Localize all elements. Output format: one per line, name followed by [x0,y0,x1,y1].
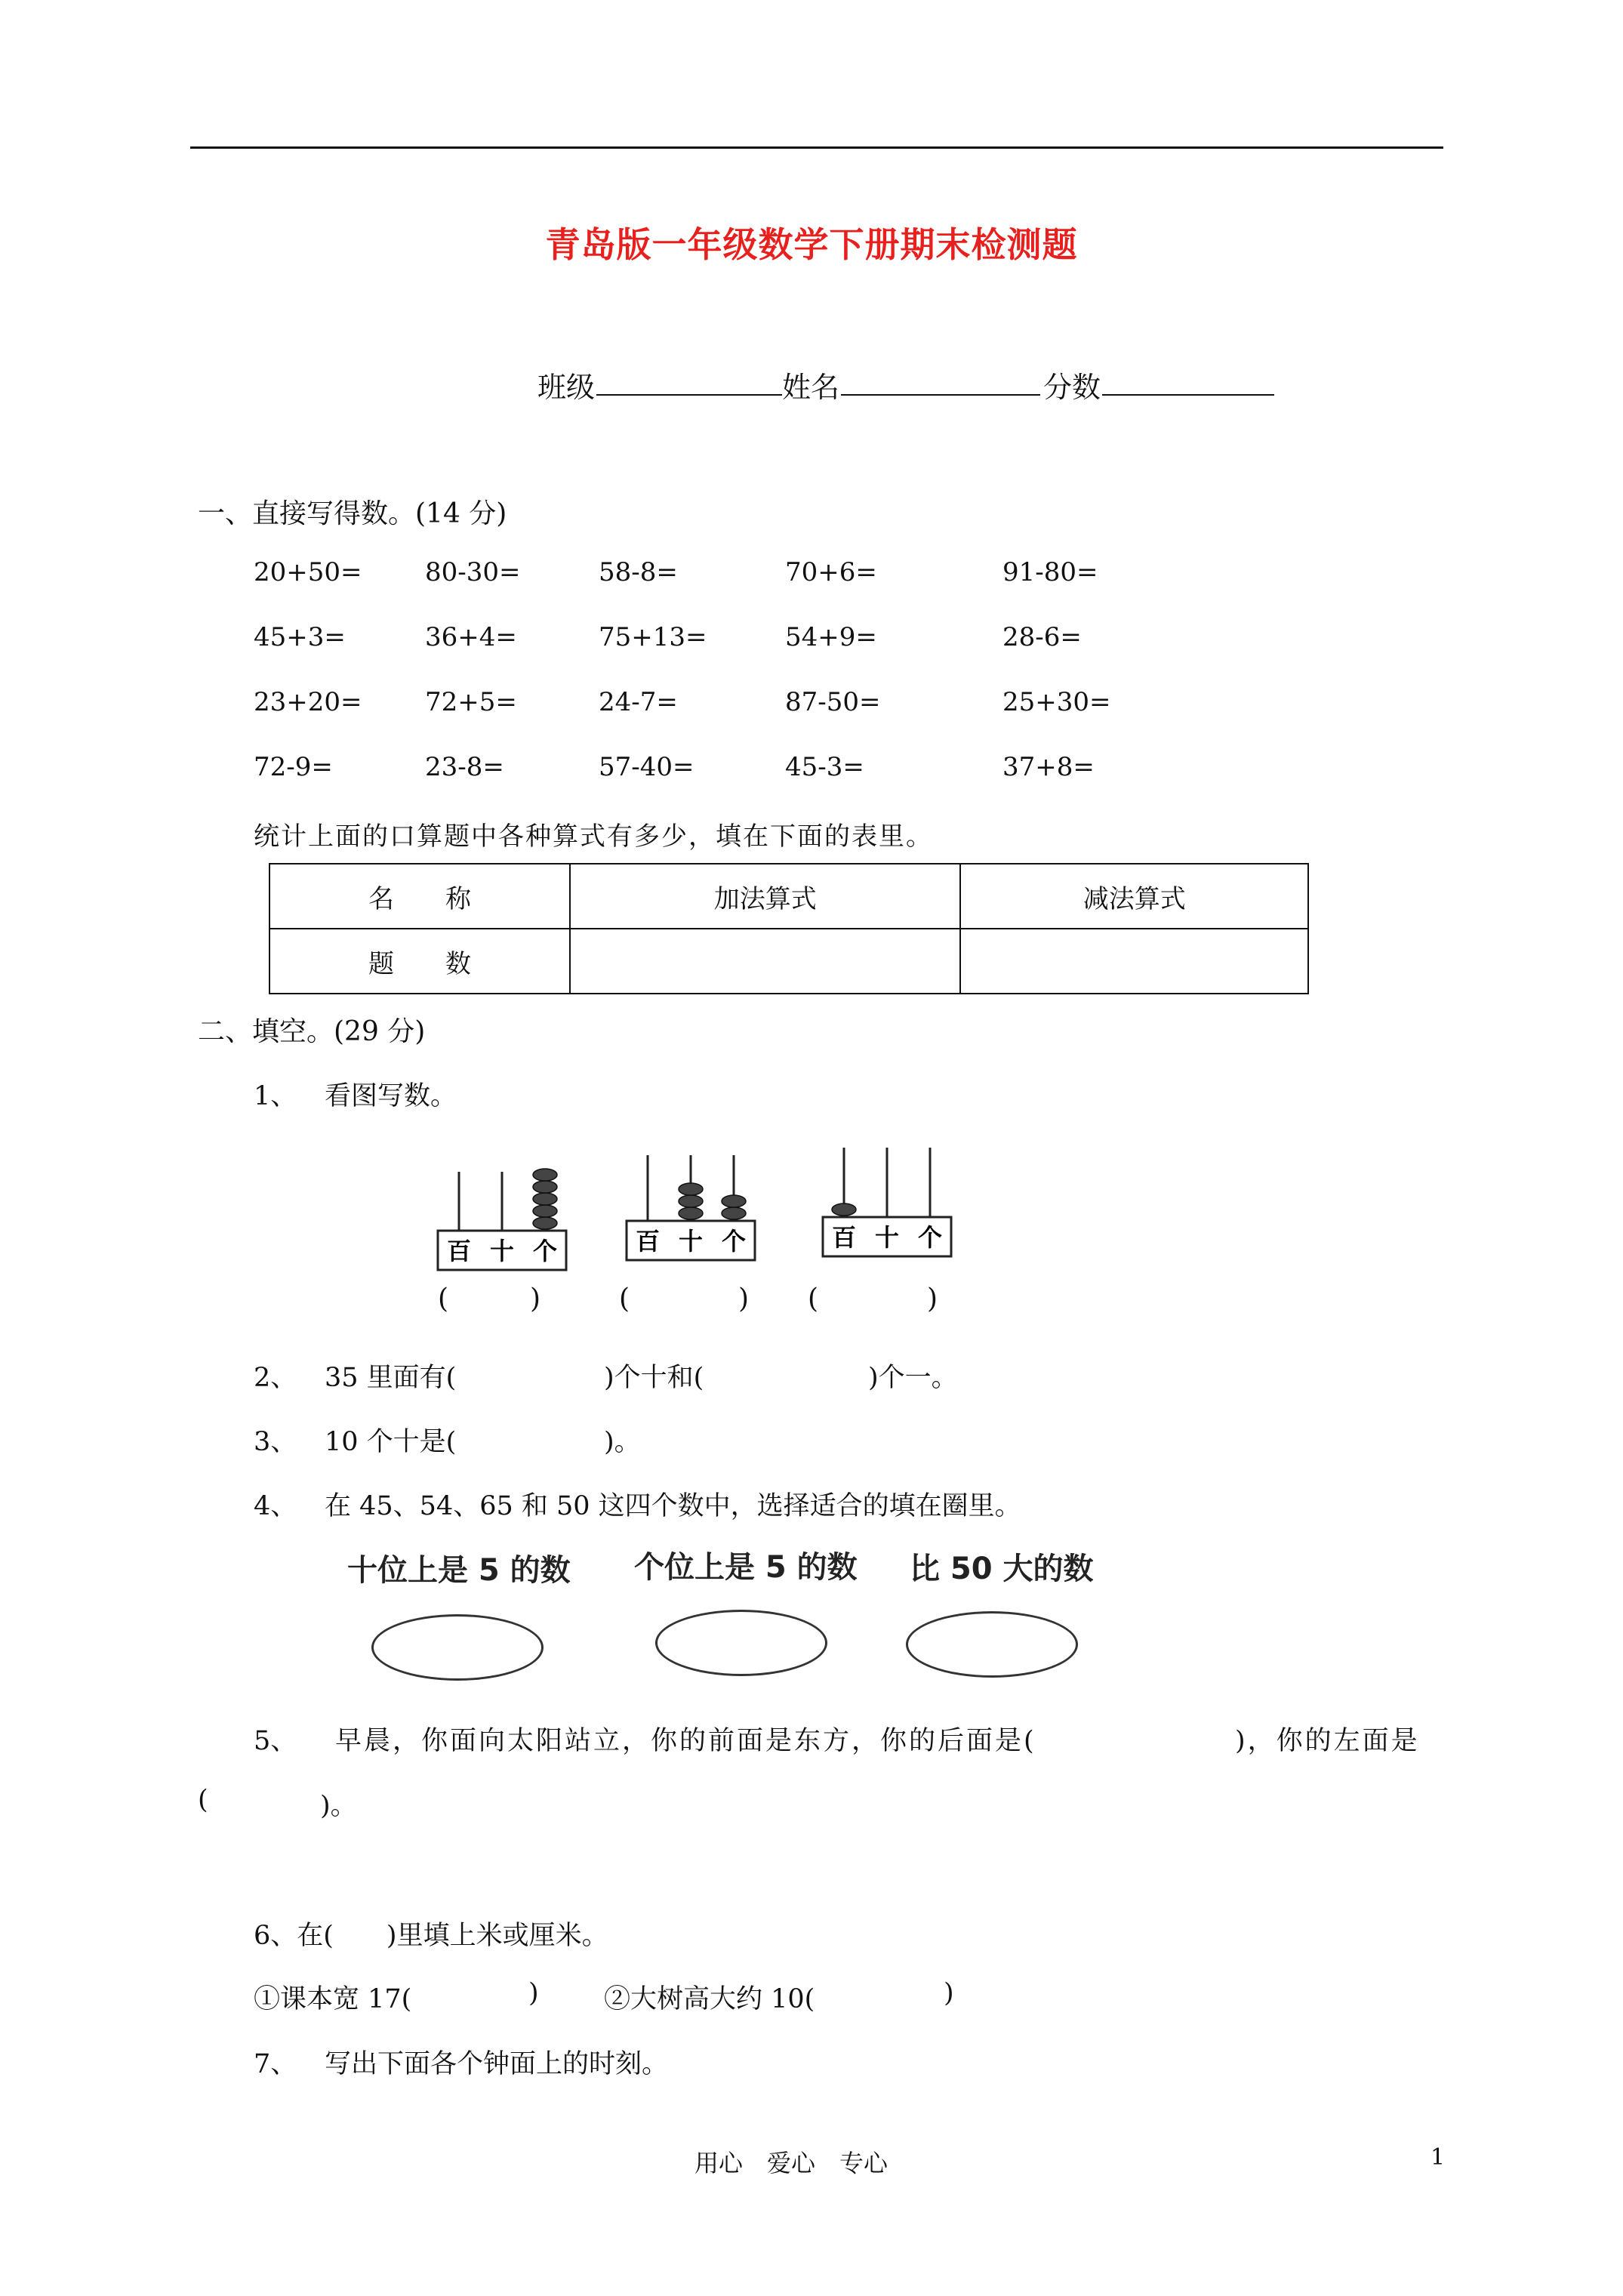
question-text: )，你的左面是 [1235,1726,1420,1756]
question-text: 早晨，你面向太阳站立，你的前面是东方，你的后面是( [335,1726,1036,1756]
abacus-bead [832,1203,856,1216]
question-number: 5、 [254,1726,297,1756]
question-text: ) [944,1978,954,2008]
question-text: ( [198,1785,208,1815]
abacus-place-label: 百 [831,1223,857,1252]
abacus-bead [679,1195,703,1207]
question-text: ①课本宽 17( [254,1984,412,2014]
oval-label: 比 50 大的数 [910,1552,1094,1586]
abacus-place-label: 个 [917,1223,943,1252]
question-text: )。 [320,1791,357,1821]
table-row [269,864,1308,929]
answer-paren[interactable]: ( ) [619,1284,750,1314]
equation: 25+30= [1002,687,1111,717]
oval-label: 十位上是 5 的数 [347,1553,571,1588]
count-table [269,863,1309,994]
answer-oval[interactable] [906,1611,1078,1678]
class-blank[interactable] [596,394,782,396]
question-number: 2、 [254,1363,297,1393]
stat-instruction: 统计上面的口算题中各种算式有多少，填在下面的表里。 [254,821,933,852]
question-text: )个一。 [868,1363,958,1393]
abacus-place-label: 十 [678,1227,704,1256]
equation: 91-80= [1002,557,1098,587]
equation: 72-9= [254,752,333,782]
abacus-bead [679,1207,703,1219]
question-number: 3、 [254,1427,297,1457]
question-text: )。 [604,1427,641,1457]
abacus-bead [722,1207,746,1219]
table-header-cell: 加法算式 [570,864,960,929]
page-number: 1 [1431,2144,1446,2171]
answer-paren[interactable]: ( ) [438,1284,541,1314]
equation: 37+8= [1002,752,1095,782]
equation: 45-3= [785,752,864,782]
table-row [269,929,1308,994]
table-header-cell: 名 称 [269,864,570,929]
oval-label: 个位上是 5 的数 [634,1550,858,1585]
question-number: 1、 [254,1081,297,1111]
question-text: 35 里面有( [325,1363,457,1393]
addition-count-cell[interactable] [570,929,960,994]
equation: 75+13= [599,622,707,652]
abacus-bead [533,1181,557,1193]
equation: 45+3= [254,622,346,652]
section1-heading: 一、直接写得数。(14 分) [198,498,507,529]
name-label: 姓名 [782,371,840,404]
answer-oval[interactable] [371,1614,544,1681]
equation: 54+9= [785,622,877,652]
answer-paren[interactable]: ( ) [808,1284,938,1314]
abacus-place-label: 十 [874,1223,900,1252]
abacus-place-label: 百 [446,1237,472,1265]
question-text: )个十和( [604,1363,704,1393]
header-rule [190,146,1443,149]
abacus-bead [533,1169,557,1181]
question-text: 在 45、54、65 和 50 这四个数中，选择适合的填在圈里。 [325,1491,1021,1521]
table-row-label: 题 数 [269,929,570,994]
abacus-bead [533,1205,557,1217]
equation: 20+50= [254,557,362,587]
abacus-bead [533,1217,557,1229]
question-text: ②大树高大约 10( [604,1984,815,2014]
question-text: ) [528,1978,539,2008]
abacus-figure [627,1155,755,1260]
equation: 57-40= [599,752,694,782]
abacus-bead [722,1195,746,1207]
equation: 23-8= [425,752,504,782]
equation: 87-50= [785,687,881,717]
question-text: 10 个十是( [325,1427,457,1457]
answer-oval[interactable] [655,1610,827,1676]
equation: 58-8= [599,557,678,587]
equation: 36+4= [425,622,517,652]
abacus-place-label: 十 [489,1237,515,1265]
abacus-bead [533,1193,557,1205]
class-label: 班级 [537,371,596,404]
footer-text: 用心 爱心 专心 [694,2149,888,2177]
equation: 24-7= [599,687,678,717]
equation: 23+20= [254,687,362,717]
page-title: 青岛版一年级数学下册期末检测题 [545,224,1078,265]
table-header-cell: 减法算式 [960,864,1308,929]
equation: 80-30= [425,557,521,587]
abacus-bead [679,1183,703,1195]
section2-heading: 二、填空。(29 分) [198,1016,426,1047]
name-blank[interactable] [841,394,1040,396]
question-text: 写出下面各个钟面上的时刻。 [325,2049,669,2079]
score-label: 分数 [1043,371,1101,404]
equation: 72+5= [425,687,517,717]
question-number: 4、 [254,1491,297,1521]
question-number: 7、 [254,2049,297,2079]
abacus-figure [823,1148,951,1256]
subtraction-count-cell[interactable] [960,929,1308,994]
abacus-place-label: 个 [721,1227,747,1256]
abacus-figure [438,1169,566,1270]
equation: 70+6= [785,557,877,587]
abacus-place-label: 个 [532,1237,558,1265]
equation: 28-6= [1002,622,1082,652]
question-text: 6、在( )里填上米或厘米。 [254,1921,608,1951]
abacus-place-label: 百 [635,1227,661,1256]
score-blank[interactable] [1102,394,1274,396]
question-text: 看图写数。 [325,1081,457,1111]
